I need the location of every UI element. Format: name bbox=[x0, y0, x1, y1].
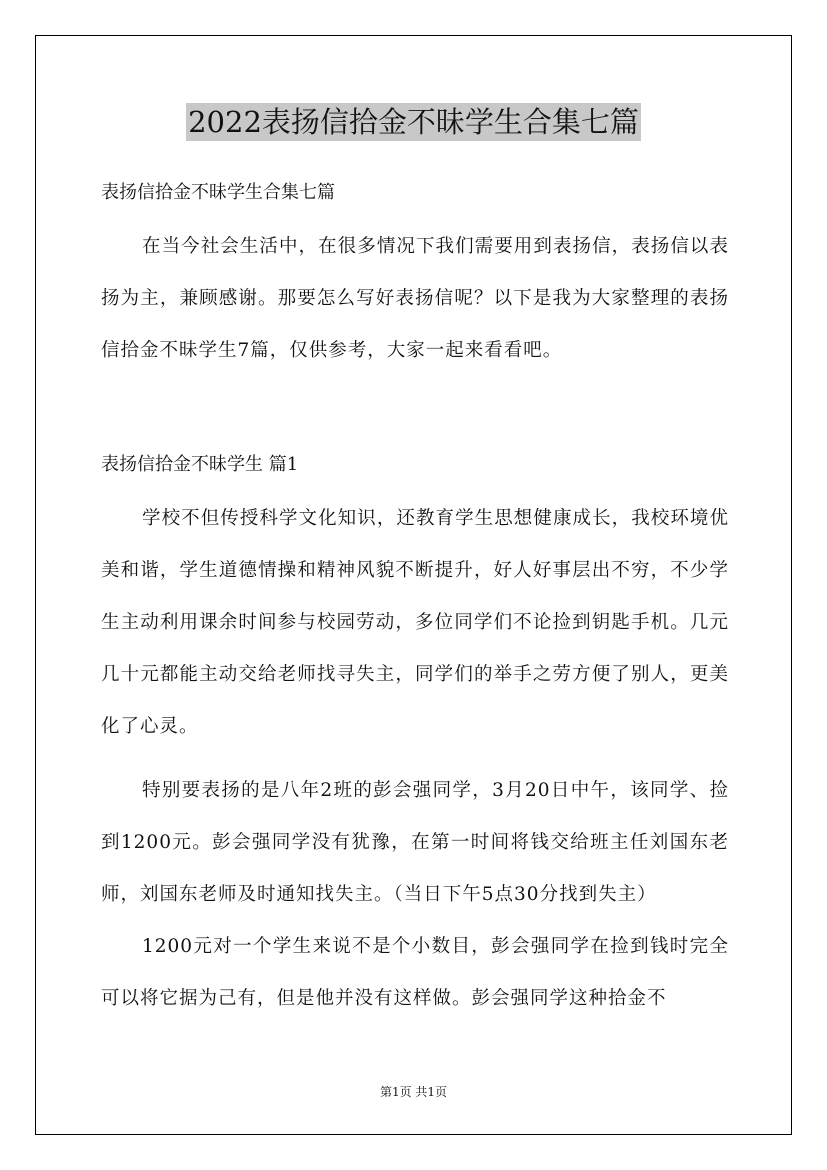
document-title: 2022表扬信拾金不昧学生合集七篇 bbox=[188, 105, 639, 139]
body-paragraph: 1200元对一个学生来说不是个小数目，彭会强同学在捡到钱时完全可以将它据为己有，但是他并没有这样做。彭会强同学这种拾金不 bbox=[101, 936, 729, 1009]
intro-paragraph: 在当今社会生活中，在很多情况下我们需要用到表扬信，表扬信以表扬为主，兼顾感谢。那要怎么写好表扬信呢？以下是我为大家整理的表扬信拾金不昧学生7篇，仅供参考，大家一起来看看吧。 bbox=[101, 236, 729, 361]
document-subtitle: 表扬信拾金不昧学生合集七篇 bbox=[101, 182, 335, 203]
section-heading: 表扬信拾金不昧学生 篇1 bbox=[101, 454, 299, 475]
title-container bbox=[0, 103, 827, 141]
body-paragraph: 学校不但传授科学文化知识，还教育学生思想健康成长，我校环境优美和谐，学生道德情操和精神风貌不断提升，好人好事层出不穷，不少学生主动利用课余时间参与校园劳动，多位同学们不论捡到钥匙手机。几元几十元都能主动交给老师找寻失主，同学们的举手之劳方便了别人，更美化了心灵。 bbox=[101, 508, 729, 737]
page-footer: 第1页 共1页 bbox=[379, 1085, 448, 1099]
body-paragraph: 特别要表扬的是八年2班的彭会强同学，3月20日中午，该同学、捡到1200元。彭会强同学没有犹豫，在第一时间将钱交给班主任刘国东老师，刘国东老师及时通知找失主。（当日下午5点30分找到失主） bbox=[101, 780, 729, 905]
